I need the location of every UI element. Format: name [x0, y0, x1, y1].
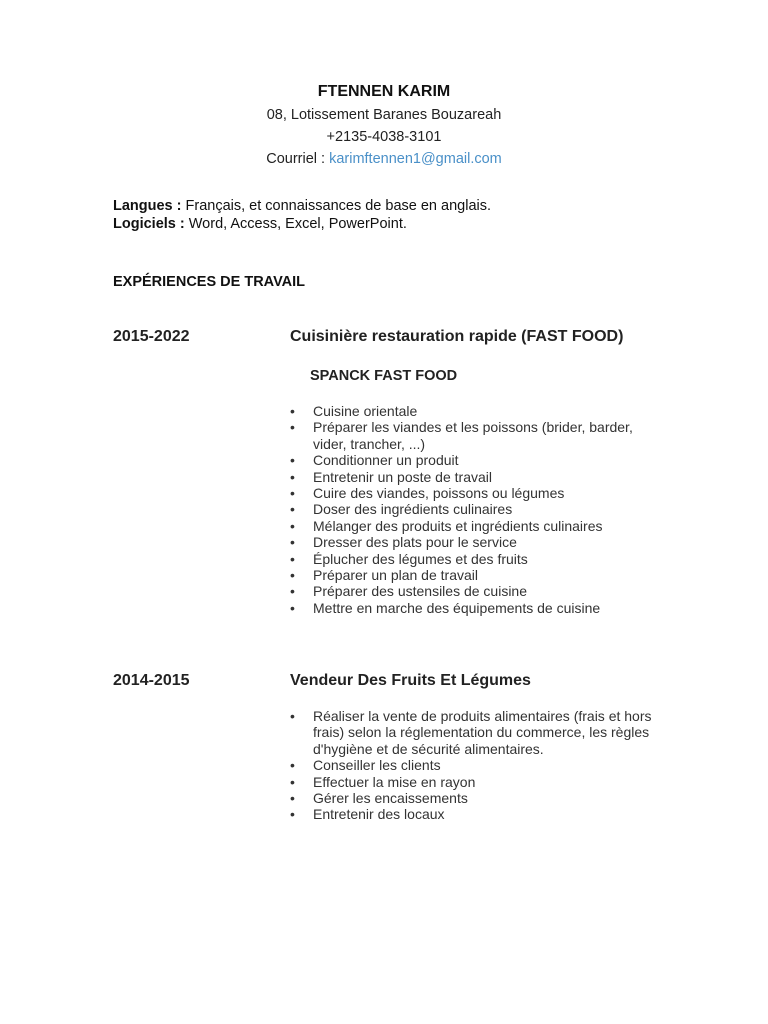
email-label: Courriel :: [266, 151, 330, 167]
section-title: EXPÉRIENCES DE TRAVAIL: [113, 274, 306, 290]
bullet: •: [290, 517, 295, 534]
list-item: [290, 790, 665, 806]
bullet: •: [290, 403, 295, 419]
bullet: •: [290, 550, 295, 567]
list-item: [290, 774, 665, 790]
languages-line: [113, 198, 491, 214]
list-item: [290, 452, 650, 468]
job-title: Cuisinière restauration rapide (FAST FOOD): [290, 328, 624, 345]
list-item: [290, 518, 650, 534]
job-task-list: [290, 708, 665, 823]
job-task-list: [290, 403, 650, 616]
task-text: Préparer des ustensiles de cuisine: [313, 583, 528, 600]
bullet: •: [290, 599, 295, 616]
list-item: [290, 534, 650, 550]
task-text: Mélanger des produits et ingrédients culinaires: [313, 517, 603, 534]
software-line: [113, 216, 407, 232]
bullet: •: [290, 485, 295, 502]
task-text: Gérer les encaissements: [313, 790, 468, 807]
task-text: Effectuer la mise en rayon: [313, 773, 476, 790]
list-item: [290, 757, 665, 773]
list-item: [290, 567, 650, 583]
bullet: •: [290, 790, 295, 807]
task-text: Préparer les viandes et les poissons (brider, barder, vider, trancher, ...): [313, 419, 633, 452]
address: 08, Lotissement Baranes Bouzareah: [266, 107, 502, 123]
software-label: Logiciels :: [113, 216, 185, 232]
list-item: [290, 403, 650, 419]
languages-label: Langues :: [113, 198, 182, 214]
job-years: 2014-2015: [113, 672, 190, 689]
task-text: Conditionner un produit: [313, 452, 459, 469]
list-item: [290, 485, 650, 501]
list-item: [290, 708, 665, 757]
bullet: •: [290, 757, 295, 774]
task-text: Éplucher des légumes et des fruits: [313, 550, 528, 567]
bullet: •: [290, 773, 295, 790]
task-text: Entretenir un poste de travail: [313, 468, 492, 485]
bullet: •: [290, 419, 295, 436]
task-text: Cuisine orientale: [313, 403, 418, 419]
bullet: •: [290, 583, 295, 600]
company-name: SPANCK FAST FOOD: [310, 368, 458, 384]
list-item: [290, 551, 650, 567]
phone-number: +2135-4038-3101: [326, 129, 442, 145]
list-item: [290, 501, 650, 517]
task-text: Dresser des plats pour le service: [313, 534, 517, 551]
bullet: •: [290, 501, 295, 518]
list-item: [290, 469, 650, 485]
list-item: [290, 583, 650, 599]
task-text: Réaliser la vente de produits alimentaires (frais et hors frais) selon la réglementation du commerce, les règles d'hygiène et de sécurité alimentaires.: [313, 708, 652, 757]
bullet: •: [290, 708, 295, 724]
languages-value: Français, et connaissances de base en anglais.: [181, 198, 492, 214]
list-item: [290, 806, 665, 822]
list-item: [290, 419, 650, 452]
job-years: 2015-2022: [113, 328, 190, 345]
bullet: •: [290, 534, 295, 551]
job-title: Vendeur Des Fruits Et Légumes: [290, 672, 531, 689]
list-item: [290, 600, 650, 616]
bullet: •: [290, 468, 295, 485]
bullet: •: [290, 452, 295, 469]
bullet: •: [290, 567, 295, 584]
task-text: Cuire des viandes, poissons ou légumes: [313, 485, 565, 502]
task-text: Préparer un plan de travail: [313, 567, 478, 584]
email-line: [0, 151, 768, 167]
email-link[interactable]: karimftennen1@gmail.com: [329, 151, 502, 167]
candidate-name: FTENNEN KARIM: [317, 83, 451, 100]
task-text: Doser des ingrédients culinaires: [313, 501, 513, 518]
bullet: •: [290, 806, 295, 823]
software-value: Word, Access, Excel, PowerPoint.: [184, 216, 407, 232]
task-text: Conseiller les clients: [313, 757, 441, 774]
task-text: Entretenir des locaux: [313, 806, 445, 823]
task-text: Mettre en marche des équipements de cuisine: [313, 599, 601, 616]
